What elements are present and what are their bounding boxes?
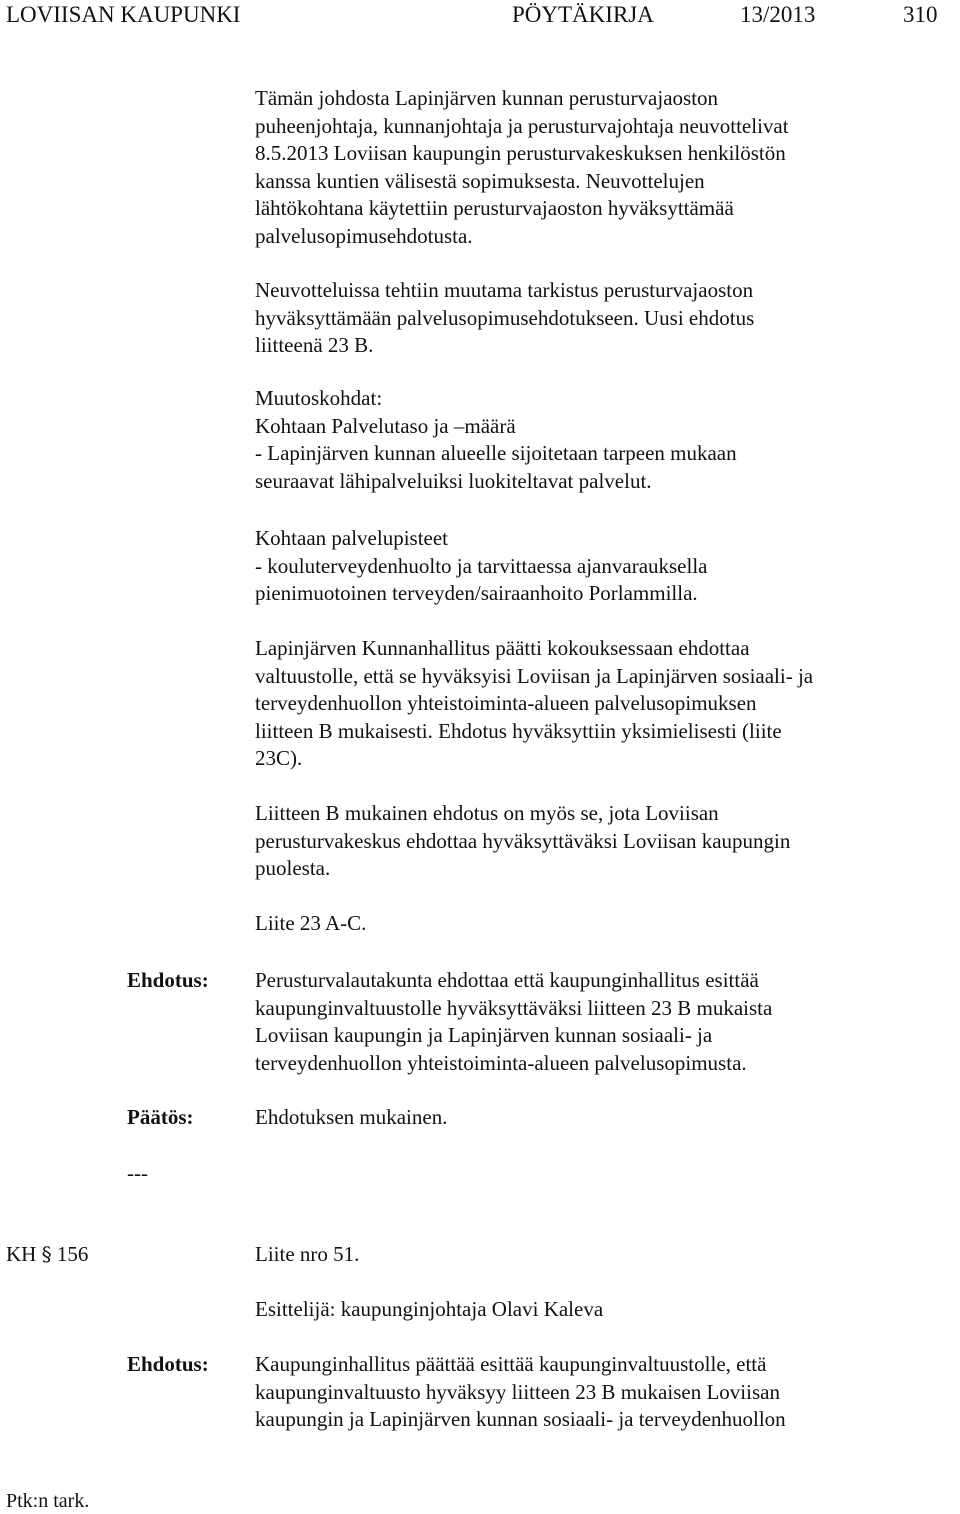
minutes-check-note: Ptk:n tark. xyxy=(6,1490,90,1512)
text-line: seuraavat lähipalveluiksi luokiteltavat palvelut. xyxy=(255,468,652,493)
decision-text xyxy=(255,1104,945,1132)
text-line: Kohtaan palvelupisteet xyxy=(255,526,449,550)
text-line: valtuustolle, että se hyväksyisi Loviisan ja Lapinjärven sosiaali- ja xyxy=(255,663,814,688)
text-line: lähtökohtana käytettiin perusturvajaoston hyväksyttämää xyxy=(255,196,734,220)
text-line: kanssa kuntien välisestä sopimuksesta. Neuvottelujen xyxy=(255,168,705,193)
document-type: PÖYTÄKIRJA xyxy=(512,2,654,27)
text-line: Liite 23 A-C. xyxy=(255,911,367,935)
text-line: 8.5.2013 Loviisan kaupungin perusturvakeskuksen henkilöstön xyxy=(255,141,786,165)
text-line: - kouluterveydenhuolto ja tarvittaessa ajanvarauksella xyxy=(255,553,708,578)
kh-number: 156 xyxy=(56,1242,89,1266)
page-number: 310 xyxy=(903,2,938,27)
decision-label: Päätös: xyxy=(127,1105,194,1129)
text-line: kaupunginvaltuusto hyväksyy liitteen 23 B mukaisen Loviisan xyxy=(255,1379,780,1404)
text-line: terveydenhuollon yhteistoiminta-alueen palvelusopimuksen xyxy=(255,691,757,715)
text-line: Loviisan kaupungin ja Lapinjärven kunnan sosiaali- ja xyxy=(255,1023,713,1047)
text-line: Kohtaan Palvelutaso ja –määrä xyxy=(255,413,516,438)
paragraph-changes xyxy=(255,385,945,495)
text-line: Muutoskohdat: xyxy=(255,386,383,410)
kh-proposal-label: Ehdotus: xyxy=(127,1352,209,1376)
kh-proposal-text xyxy=(255,1351,945,1434)
text-line: Kaupunginhallitus päättää esittää kaupunginvaltuustolle, että xyxy=(255,1352,767,1376)
proposal-text xyxy=(255,967,945,1077)
text-line: Esittelijä: kaupunginjohtaja Olavi Kaleva xyxy=(255,1297,604,1321)
paragraph-municipal-board xyxy=(255,635,945,773)
section-sign: § xyxy=(41,1242,52,1266)
text-line: Perusturvalautakunta ehdottaa että kaupunginhallitus esittää xyxy=(255,968,759,992)
paragraph-revisions xyxy=(255,277,945,360)
paragraph-background xyxy=(255,85,945,250)
text-line: puheenjohtaja, kunnanjohtaja ja perusturvajohtaja neuvottelivat xyxy=(255,113,789,138)
text-line: liitteen B mukaisesti. Ehdotus hyväksyttiin yksimielisesti (liite xyxy=(255,718,782,743)
text-line: liitteenä 23 B. xyxy=(255,333,374,357)
text-line: Ehdotuksen mukainen. xyxy=(255,1105,448,1129)
minutes-number: 13/2013 xyxy=(740,2,816,27)
text-line: puolesta. xyxy=(255,856,331,880)
text-line: hyväksyttämään palvelusopimusehdotukseen. Uusi ehdotus xyxy=(255,305,755,330)
paragraph-appendix-b xyxy=(255,800,945,883)
text-line: Lapinjärven Kunnanhallitus päätti kokouksessaan ehdottaa xyxy=(255,636,750,660)
text-line: perusturvakeskus ehdottaa hyväksyttäväksi Loviisan kaupungin xyxy=(255,828,791,853)
text-line: Neuvotteluissa tehtiin muutama tarkistus perusturvajaoston xyxy=(255,278,754,302)
paragraph-service-points xyxy=(255,525,945,608)
text-line: kaupunginvaltuustolle hyväksyttäväksi liitteen 23 B mukaista xyxy=(255,995,773,1020)
text-line: Tämän johdosta Lapinjärven kunnan perusturvajaoston xyxy=(255,86,719,110)
kh-section-heading xyxy=(6,1241,88,1269)
text-line: terveydenhuollon yhteistoiminta-alueen palvelusopimusta. xyxy=(255,1050,747,1075)
organization-name: LOVIISAN KAUPUNKI xyxy=(6,2,241,27)
text-line: - Lapinjärven kunnan alueelle sijoitetaan tarpeen mukaan xyxy=(255,441,737,465)
attachments-note xyxy=(255,910,945,938)
text-line: Liite nro 51. xyxy=(255,1242,360,1266)
text-line: pienimuotoinen terveyden/sairaanhoito Porlammilla. xyxy=(255,581,698,605)
text-line: Liitteen B mukainen ehdotus on myös se, jota Loviisan xyxy=(255,801,719,825)
kh-presenter xyxy=(255,1296,945,1324)
section-separator: --- xyxy=(127,1161,148,1185)
text-line: 23C). xyxy=(255,746,303,770)
proposal-label: Ehdotus: xyxy=(127,968,209,992)
text-line: palvelusopimusehdotusta. xyxy=(255,223,473,248)
text-line: kaupungin ja Lapinjärven kunnan sosiaali- ja terveydenhuollon xyxy=(255,1407,786,1431)
kh-prefix: KH xyxy=(6,1242,37,1266)
kh-attachment xyxy=(255,1241,945,1269)
